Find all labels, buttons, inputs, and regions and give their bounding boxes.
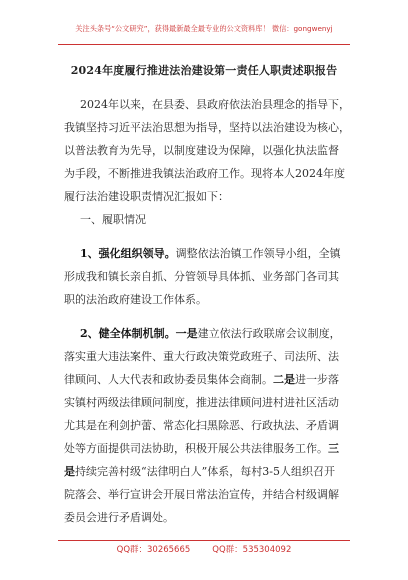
footer-qq-group-1: QQ群：30265665 — [116, 545, 191, 555]
intro-line: 2024年以来，在县委、县政府依法治县理念的指导下， — [80, 98, 350, 111]
item2-sub2-label: 二是 — [273, 373, 295, 386]
item2-line — [80, 327, 341, 341]
item2-line: 实镇村两级法律顾问制度，推进法律顾问进村进社区活动 — [64, 396, 339, 409]
item2-text: 进一步落 — [295, 373, 339, 386]
header-divider — [58, 44, 350, 45]
item2-text: 律顾问、人大代表和政协委员集体会商制。 — [64, 373, 273, 386]
footer — [0, 545, 408, 555]
item2-line: 委员会进行矛盾调处。 — [64, 511, 174, 524]
footer-divider — [58, 540, 350, 541]
intro-line: 履行法治建设职责情况汇报如下： — [64, 190, 229, 203]
item2-line: 院落会、举行宣讲会开展日常法治宣传，并结合村级调解 — [64, 488, 339, 501]
item1-line: 职的法治政府建设工作体系。 — [64, 293, 207, 306]
intro-line: 以普法教育为先导，以制度建设为保障，以强化执法监督 — [64, 144, 339, 157]
item1-line — [80, 247, 341, 261]
footer-qq-group-2: QQ群：535304092 — [212, 545, 292, 555]
item1-line: 形成我和镇长亲自抓、分管领导具体抓、业务部门各司其 — [64, 270, 339, 283]
item2-line — [64, 465, 335, 479]
item2-sub3-label: 三 — [328, 442, 339, 455]
item2-label: 2、健全体制机制。 — [80, 327, 176, 340]
header-banner: 关注头条号“公文研究”，获得最新最全最专业的公文资料库！ 微信：gongwenyj — [75, 24, 333, 33]
section-heading: 一、履职情况 — [80, 213, 146, 226]
item2-line: 尤其是在利剑护蕾、常态化扫黑除恶、行政执法、矛盾调 — [64, 419, 339, 432]
intro-line: 我镇坚持习近平法治思想为指导，坚持以法治建设为核心， — [64, 121, 350, 134]
intro-line: 为手段，不断推进我镇法治政府工作。现将本人2024年度 — [64, 167, 345, 180]
item2-sub1-label: 一是 — [175, 327, 198, 340]
document-title: 2024年度履行推进法治建设第一责任人职责述职报告 — [70, 64, 338, 77]
item1-label: 1、强化组织领导。 — [80, 247, 176, 260]
item2-text: 持续完善村级“法律明白人”体系，每村3-5人组织召开 — [75, 465, 335, 478]
item2-line — [64, 373, 339, 387]
item2-text: 处等方面提供司法协助，积极开展公共法律服务工作。 — [64, 442, 328, 455]
item2-text: 建立依法行政联席会议制度， — [197, 327, 341, 340]
item1-text: 调整依法治镇工作领导小组，全镇 — [175, 247, 341, 260]
item2-sub3-label-cont: 是 — [64, 465, 75, 478]
item2-line: 落实重大违法案件、重大行政决策党政班子、司法所、法 — [64, 350, 339, 363]
item2-line — [64, 442, 339, 456]
